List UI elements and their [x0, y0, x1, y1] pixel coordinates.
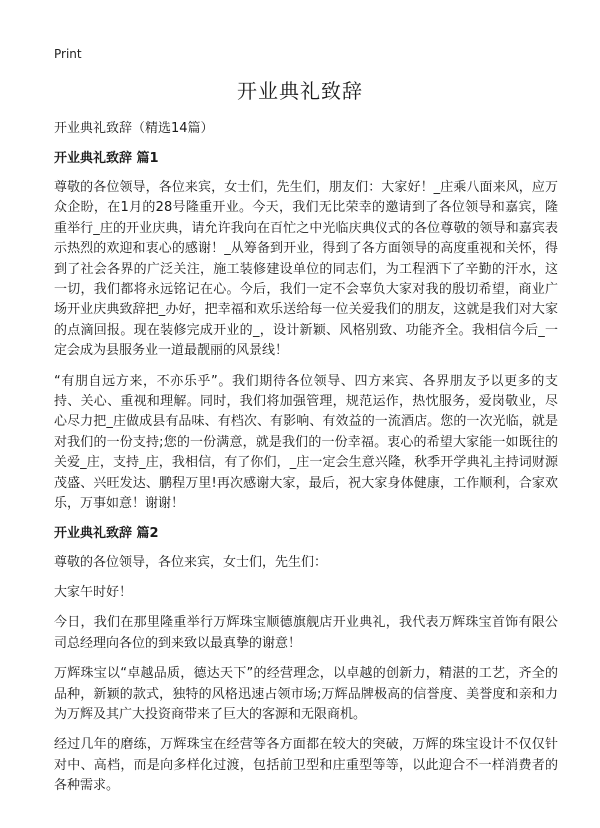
section-2: [54, 525, 558, 797]
paragraph: 尊敬的各位领导，各位来宾，女士们，先生们，朋友们：大家好！_庄乘八面来风，应万众企盼，在1月的28号隆重开业。今天，我们无比荣幸的邀请到了各位领导和嘉宾，隆重举行_庄的开业庆典，请允许我向在百忙之中光临庆典仪式的各位尊敬的领导和嘉宾表示热烈的欢迎和衷心的感谢！_从筹备到开业，得到了各方面领导的高度重视和关怀，得到了社会各界的广泛关注，施工装修建设单位的同志们，为工程洒下了辛勤的汗水，这一切，我们都将永远铭记在心。今后，我们一定不会辜负大家对我的殷切希望，商业广场开业庆典致辞把_办好，把幸福和欢乐送给每一位关爱我们的朋友，这就是我们对大家的点滴回报。现在装修完成开业的_，设计新颖、风格别致、功能齐全。我相信今后_一定会成为县服务业一道最靓丽的风景线！: [54, 180, 558, 359]
section-1: [54, 150, 558, 515]
section-heading: 开业典礼致辞 篇1: [54, 151, 159, 166]
document-subtitle: 开业典礼致辞（精选14篇）: [54, 121, 214, 136]
document-body: [54, 150, 558, 807]
paragraph: 万辉珠宝以“卓越品质，德达天下”的经营理念，以卓越的创新力，精湛的工艺，齐全的品种，新颖的款式，独特的风格迅速占领市场;万辉品牌极高的信誉度、美誉度和亲和力为万辉及其广大投资商带来了巨大的客源和无限商机。: [54, 666, 558, 722]
paragraph: 尊敬的各位领导，各位来宾，女士们，先生们：: [54, 554, 328, 570]
paragraph: “有朋自远方来，不亦乐乎”。我们期待各位领导、四方来宾、各界朋友予以更多的支持、关心、重视和理解。同时，我们将加强管理，规范运作，热忱服务，爱岗敬业，尽心尽力把_庄做成县有品味、有档次、有影响、有效益的一流酒店。您的一次光临，就是对我们的一份支持;您的一份满意，就是我们的一份幸福。衷心的希望大家能一如既往的关爱_庄，支持_庄，我相信，有了你们，_庄一定会生意兴隆，秋季开学典礼主持词财源茂盛、兴旺发达、鹏程万里!再次感谢大家，最后，祝大家身体健康，工作顺利，合家欢乐，万事如意！谢谢！: [54, 373, 558, 512]
paragraph: 今日，我们在那里隆重举行万辉珠宝顺德旗舰店开业典礼，我代表万辉珠宝首饰有限公司总经理向各位的到来致以最真挚的谢意！: [54, 615, 558, 651]
paragraph: 经过几年的磨练，万辉珠宝在经营等各方面都在较大的突破，万辉的珠宝设计不仅仅针对中、高档，而是向多样化过渡，包括前卫型和庄重型等等，以此迎合不一样消费者的各种需求。: [54, 737, 558, 794]
section-heading: 开业典礼致辞 篇2: [54, 525, 159, 541]
document-title: 开业典礼致辞: [237, 79, 363, 103]
paragraph: 大家午时好！: [54, 584, 133, 600]
print-link[interactable]: Print: [54, 47, 82, 61]
